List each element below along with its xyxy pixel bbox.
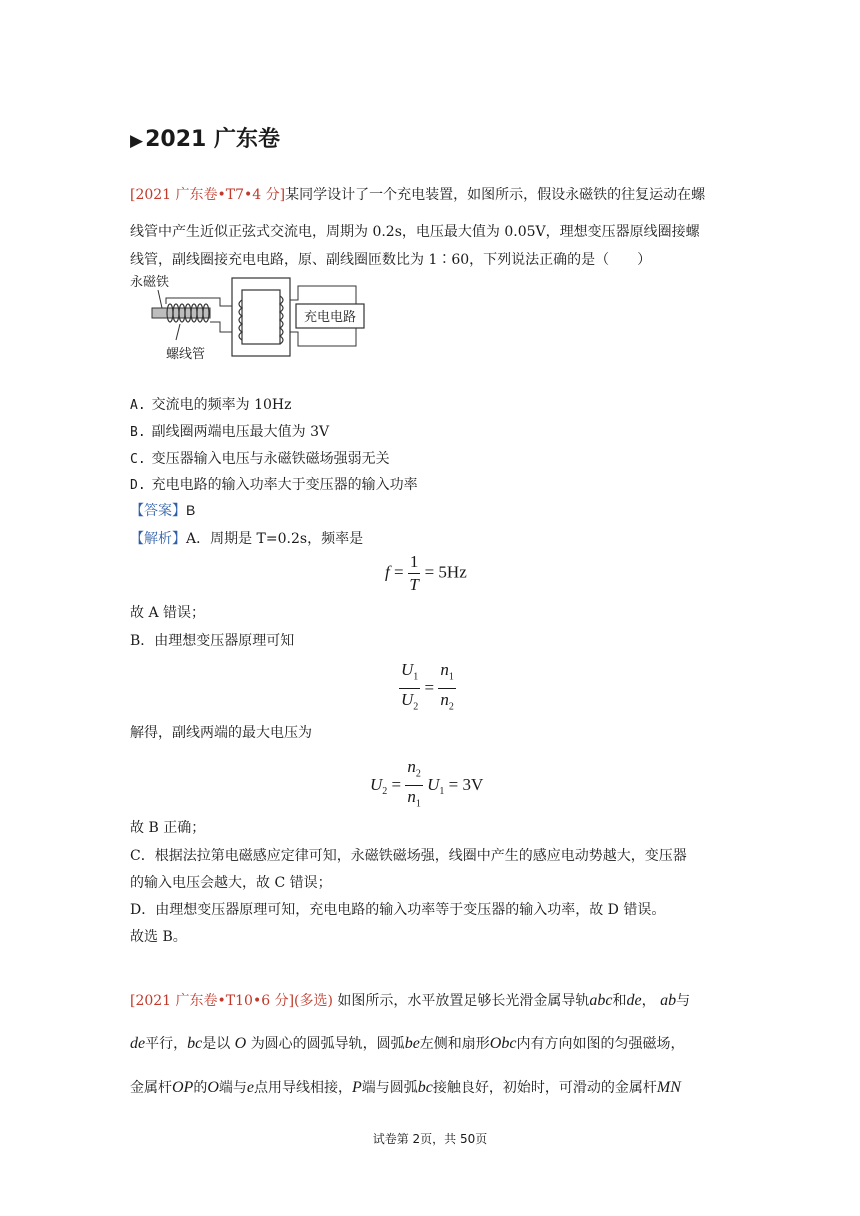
math-symbol: de <box>130 1035 146 1052</box>
q1-c-line2: 的输入电压会越大，故 C 错误； <box>130 875 332 891</box>
fraction <box>399 659 420 719</box>
math-symbol: O <box>234 1035 247 1052</box>
option-letter: B. <box>130 425 146 440</box>
q1-b-conclusion: 故 B 正确； <box>130 820 206 836</box>
symbol-u: U <box>370 774 383 794</box>
answer-tag: 【答案】 <box>130 503 186 519</box>
answer-value: B <box>186 502 196 518</box>
math-symbol: abc <box>589 992 613 1009</box>
q2-text: 内有方向如图的匀强磁场， <box>516 1036 685 1052</box>
symbol-u: U <box>401 660 414 679</box>
charging-circuit-label: 充电电路 <box>303 310 357 325</box>
q1-tag: [2021 广东卷•T7•4 分] <box>130 187 286 203</box>
q1-option-b[interactable] <box>130 421 329 441</box>
subscript: 1 <box>448 671 454 683</box>
section-title-text: 2021 广东卷 <box>145 127 280 152</box>
math-symbol: Obc <box>489 1035 517 1052</box>
fraction-numerator: 1 <box>408 551 421 574</box>
math-symbol: MN <box>656 1079 681 1096</box>
formula-result: = 5Hz <box>424 562 467 582</box>
q2-tag: [2021 广东卷•T10•6 分] <box>130 993 295 1009</box>
symbol-n: n <box>407 787 416 807</box>
option-text: 副线圈两端电压最大值为 3V <box>151 424 330 440</box>
option-letter: A. <box>130 398 146 413</box>
fraction <box>408 551 421 596</box>
q1-a-conclusion: 故 A 错误； <box>130 605 206 621</box>
formula-turns-ratio: $\frac{U_1}{U_2}$ = $\frac{n_1}{n_2}$ <box>399 659 456 719</box>
q1-stem-line2: 线管中产生近似正弦式交流电，周期为 0.2s，电压最大值为 0.05V，理想变压器原线圈接螺 <box>130 224 700 240</box>
subscript: 2 <box>382 786 388 798</box>
q2-text: 金属杆 <box>130 1080 172 1096</box>
subscript: 1 <box>413 671 419 683</box>
fraction <box>405 756 423 816</box>
symbol-u: U <box>427 774 440 794</box>
option-letter: D. <box>130 478 146 493</box>
q2-text: 端与圆弧 <box>361 1080 418 1096</box>
math-symbol: ab <box>660 992 677 1009</box>
section-title <box>130 122 280 153</box>
q1-option-d[interactable] <box>130 474 418 494</box>
formula-result: = 3V <box>448 774 484 794</box>
q1-b-intro: B．由理想变压器原理可知 <box>130 633 295 649</box>
subscript: 2 <box>413 701 419 713</box>
q2-multi-badge: (多选) <box>294 993 333 1009</box>
q1-b-solve: 解得，副线两端的最大电压为 <box>130 725 312 741</box>
math-symbol: bc <box>417 1079 433 1096</box>
q2-text: 是以 <box>202 1036 231 1052</box>
q2-text: 为圆心的圆弧导轨，圆弧 <box>250 1036 405 1052</box>
fraction-denominator: T <box>409 575 419 594</box>
q2-text: 端与 <box>218 1080 247 1096</box>
q1-option-c[interactable] <box>130 448 390 468</box>
q2-text: 和 <box>612 993 627 1009</box>
symbol-n: n <box>407 757 416 776</box>
subscript: 2 <box>415 768 421 780</box>
q2-text: 接触良好，初始时，可滑动的金属杆 <box>432 1080 657 1096</box>
analysis-tag: 【解析】 <box>130 531 186 547</box>
q1-stem-text-1: 某同学设计了一个充电装置，如图所示，假设永磁铁的往复运动在螺 <box>285 187 706 203</box>
q2-text: 左侧和扇形 <box>419 1036 490 1052</box>
option-text: 变压器输入电压与永磁铁磁场强弱无关 <box>151 451 390 467</box>
math-symbol: OP <box>172 1079 194 1096</box>
q1-final: 故选 B。 <box>130 929 187 945</box>
analysis-text: A．周期是 T=0.2s，频率是 <box>186 531 364 547</box>
math-symbol: P <box>352 1079 362 1096</box>
q2-line3 <box>130 1077 681 1097</box>
subscript: 1 <box>439 786 445 798</box>
q2-line1 <box>130 990 690 1010</box>
formula-symbol: f <box>385 562 390 582</box>
q2-text: 与 <box>676 993 691 1009</box>
option-text: 充电电路的输入功率大于变压器的输入功率 <box>151 477 418 493</box>
q1-option-a[interactable] <box>130 394 292 414</box>
q1-stem-line3: 线管，副线圈接充电电路，原、副线圈匝数比为 1∶60，下列说法正确的是（ ） <box>130 252 652 268</box>
q2-text: 平行， <box>145 1036 188 1052</box>
q2-line2 <box>130 1033 684 1053</box>
q2-text: 如图所示，水平放置足够长光滑金属导轨 <box>337 993 590 1009</box>
q1-stem-line1 <box>130 184 705 204</box>
math-symbol: O <box>207 1079 219 1096</box>
q1-d-line: D．由理想变压器原理可知，充电电路的输入功率等于变压器的输入功率，故 D 错误。 <box>130 902 666 918</box>
solenoid-label: 螺线管 <box>166 347 206 362</box>
option-text: 交流电的频率为 10Hz <box>151 397 292 413</box>
magnet-bar <box>152 308 210 318</box>
q2-text: 点用导线相接， <box>254 1080 352 1096</box>
magnet-label: 永磁铁 <box>130 275 170 290</box>
transformer <box>232 278 290 356</box>
math-symbol: bc <box>187 1035 203 1052</box>
math-symbol: de <box>626 992 642 1009</box>
q2-text: 的 <box>193 1080 208 1096</box>
symbol-n: n <box>440 660 449 679</box>
option-letter: C. <box>130 452 146 467</box>
q1-answer <box>130 500 195 520</box>
math-symbol: e <box>246 1079 254 1096</box>
fraction <box>438 659 456 719</box>
subscript: 2 <box>448 701 454 713</box>
formula-secondary-voltage: $U_2$ = $\frac{n_2}{n_1}$ $U_1 = 3V$ <box>370 756 483 816</box>
symbol-n: n <box>440 690 449 710</box>
math-symbol: be <box>404 1035 420 1052</box>
q2-text: ， <box>641 993 656 1009</box>
page-footer: 试卷第 2页，共 50页 <box>372 1132 488 1146</box>
q1-analysis-line1 <box>130 528 363 548</box>
formula-frequency: f = $\frac{1}{T}$ = 5Hz <box>385 552 467 594</box>
symbol-u: U <box>401 690 414 710</box>
q1-c-line1: C．根据法拉第电磁感应定律可知，永磁铁磁场强，线圈中产生的感应电动势越大，变压器 <box>130 848 687 864</box>
subscript: 1 <box>415 798 421 810</box>
triangle-marker-icon: ▶ <box>130 131 144 151</box>
charging-device-diagram <box>128 270 368 366</box>
